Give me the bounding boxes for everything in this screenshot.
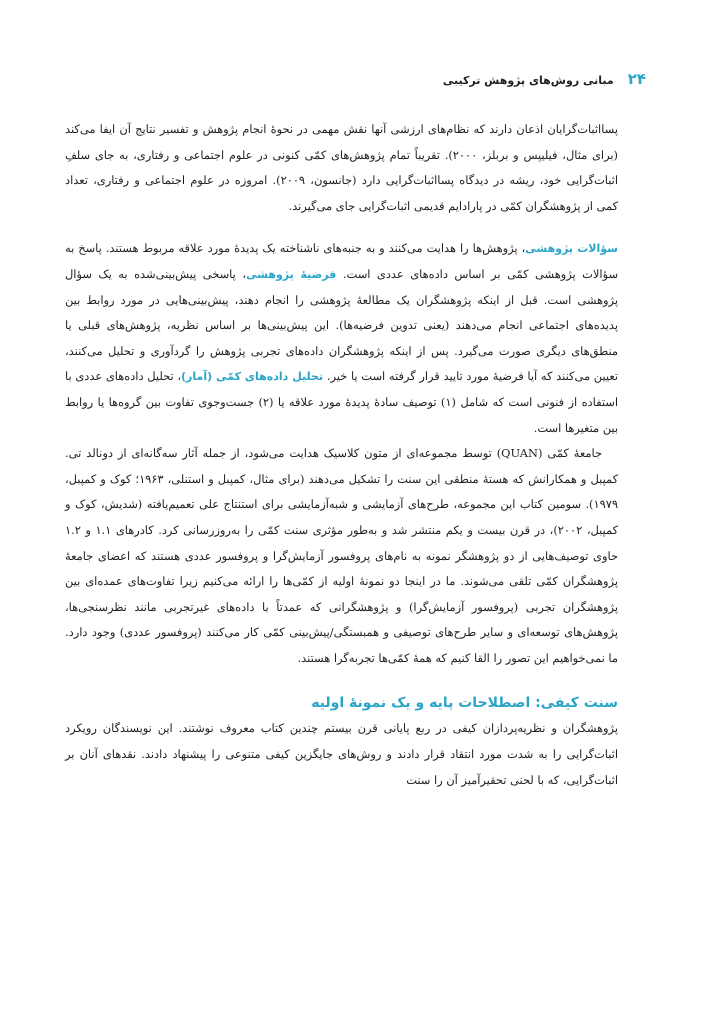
- term-research-hypothesis: فرضیهٔ پژوهشی: [246, 267, 337, 281]
- term-quantitative-analysis: تحلیل داده‌های کمّی (آمار): [181, 370, 324, 384]
- research-hypothesis-definition: ، پاسخی پیش‌بینی‌شده به یک سؤال پژوهشی است. قبل از اینکه پژوهشگران یک مطالعهٔ پژوهشی را انجام دهند، پیش‌بینی‌هایی در مورد روابط بین پدیده‌های اجتماعی انجام می‌دهند (یعنی تدوین فرضیه‌ها). این پیش‌بینی‌ها بر اساس نظریه، پژوهش‌های قبلی یا منطق‌های دیگری صورت می‌گیرد. پس از اینکه پژوهشگران داده‌های تجربی پژوهش را گردآوری و تحلیل می‌کنند، تعیین می‌کنند که آیا فرضیهٔ مورد تایید قرار گرفته است یا خیر.: [65, 266, 618, 384]
- research-questions-definition: ، پژوهش‌ها را هدایت می‌کنند و به جنبه‌های ناشناخته یک پدیدهٔ مورد علاقه مربوط هستند. پاسخ به سؤالات پژوهشی کمّی بر اساس داده‌های عددی است.: [65, 241, 618, 281]
- body-text: [65, 117, 618, 793]
- term-research-questions: سؤالات پژوهشی: [525, 242, 618, 256]
- quantitative-analysis-definition: ، تحلیل داده‌های عددی با استفاده از فنونی است که شامل (۱) توصیف سادهٔ پدیدهٔ مورد علاقه یا (۲) جست‌وجوی تفاوت بین گروه‌ها یا روابط بین متغیرها است.: [65, 369, 619, 435]
- section-heading-qualitative: سنت کیفی: اصطلاحات پایه و یک نمونهٔ اولیه: [311, 695, 618, 712]
- paragraph-qualitative-tradition: پژوهشگران و نظریه‌پردازان کیفی در ربع پایانی قرن بیستم چندین کتاب معروف نوشتند. این نویسندگان رویکرد اثبات‌گرایی را به شدت مورد انتقاد قرار دادند و روش‌های جایگزین کیفی متنوعی را پیشنهاد دادند. نقدهای آنان بر اثبات‌گرایی، که با لحنی تحقیرآمیز آن را سنت: [65, 721, 618, 787]
- running-header-title: مبانی روش‌های پژوهش ترکیبی: [442, 74, 614, 87]
- paragraph-postpositivism: پسااثبات‌گرایان اذعان دارند که نظام‌های ارزشی آنها نقش مهمی در نحوهٔ انجام پژوهش و تفسیر نتایج آن ایفا می‌کند (برای مثال، فیلیپس و بربلز، ۲۰۰۰). تقریباً تمام پژوهش‌های کمّی کنونی در علوم اجتماعی و رفتاری، به جای سلفِ اثبات‌گرایی خود، ریشه در دیدگاه پسااثبات‌گرایی دارد (جانسون، ۲۰۰۹). امروزه در علوم اجتماعی و رفتاری، تعداد کمی از پژوهشگران کمّی در پارادایم قدیمی اثبات‌گرایی جای می‌گیرند.: [65, 122, 618, 213]
- page-number: ۲۴: [627, 70, 646, 88]
- paragraph-quan-community: جامعهٔ کمّی (QUAN) توسط مجموعه‌ای از متون کلاسیک هدایت می‌شود، از جمله آثار سه‌گانه‌ای از دونالد تی. کمپبل و همکارانش که هستهٔ منطقی این سنت را تشکیل می‌دهند (برای مثال، کمپبل و استنلی، ۱۹۶۳؛ کوک و کمپبل، ۱۹۷۹). سومین کتاب این مجموعه، طرح‌های آزمایشی و شبه‌آزمایشی برای استنتاج علی تعمیم‌یافته (شدیش، کوک و کمپبل، ۲۰۰۲)، در قرن بیست و یکم منتشر شد و به‌طور مؤثری سنت کمّی را به‌روزرسانی کرد. کادرهای ۱.۱ و ۱.۲ حاوی توصیف‌هایی از دو پژوهشگر نمونه به نام‌های پروفسور آزمایش‌گرا و پروفسور عددی هستند که اعضای جامعهٔ پژوهشگران کمّی تلقی می‌شوند. ما در اینجا دو نمونهٔ اولیه از کمّی‌ها را ارائه می‌کنیم زیرا تفاوت‌های عمده‌ای بین پژوهشگران تجربی (پروفسور آزمایش‌گرا) و پژوهشگرانی که عمدتاً با داده‌های غیرتجربی مانند نظرسنجی‌ها، پژوهش‌های توسعه‌ای و سایر طرح‌های توصیفی و همبستگی/پیش‌بینی کمّی کار می‌کنند (پروفسور عددی) وجود دارد. ما نمی‌خواهیم این تصور را القا کنیم که همهٔ کمّی‌ها تجربه‌گرا هستند.: [65, 446, 619, 665]
- paragraph-research-terms: [65, 236, 618, 441]
- running-header: [443, 70, 646, 88]
